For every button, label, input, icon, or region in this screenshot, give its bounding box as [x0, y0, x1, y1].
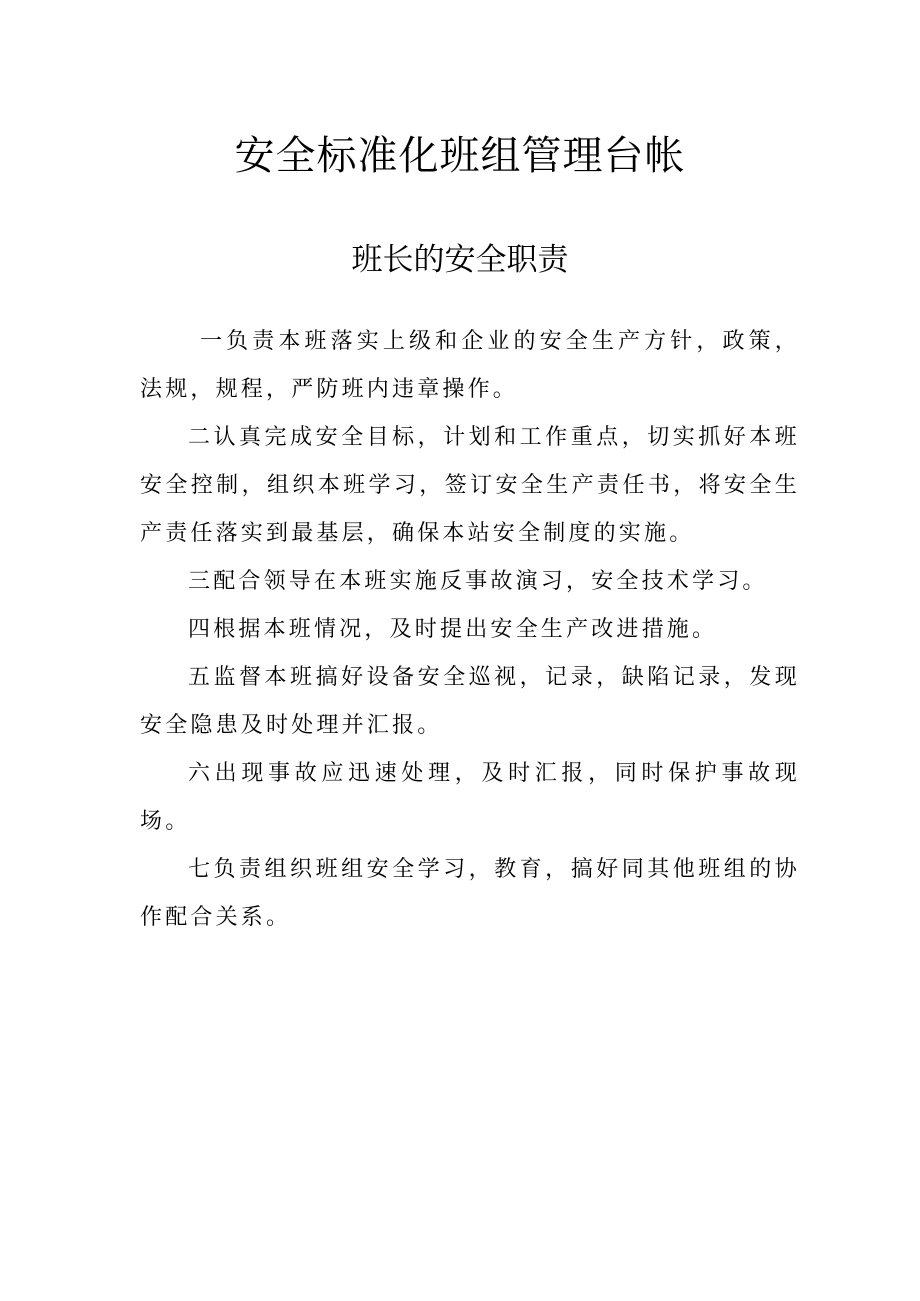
document-title: 安全标准化班组管理台帐 [234, 133, 686, 179]
duty-paragraph-7: 七负责组织班组安全学习，教育，搞好同其他班组的协作配合关系。 [140, 857, 800, 930]
duty-paragraph-6: 六出现事故应迅速处理，及时汇报，同时保护事故现场。 [140, 761, 800, 834]
duty-paragraph-1: 一负责本班落实上级和企业的安全生产方针，政策，法规，规程，严防班内违章操作。 [140, 329, 800, 402]
section-title: 班长的安全职责 [351, 242, 569, 278]
duty-paragraph-5: 五监督本班搞好设备安全巡视，记录，缺陷记录，发现安全隐患及时处理并汇报。 [140, 665, 800, 738]
duty-paragraph-4: 四根据本班情况，及时提出安全生产改进措施。 [188, 617, 718, 642]
duty-paragraph-2: 二认真完成安全目标，计划和工作重点，切实抓好本班安全控制，组织本班学习，签订安全生产责任书，将安全生产责任落实到最基层，确保本站安全制度的实施。 [140, 425, 800, 546]
duties-body [140, 318, 800, 942]
duty-paragraph-3: 三配合领导在本班实施反事故演习，安全技术学习。 [188, 569, 768, 594]
